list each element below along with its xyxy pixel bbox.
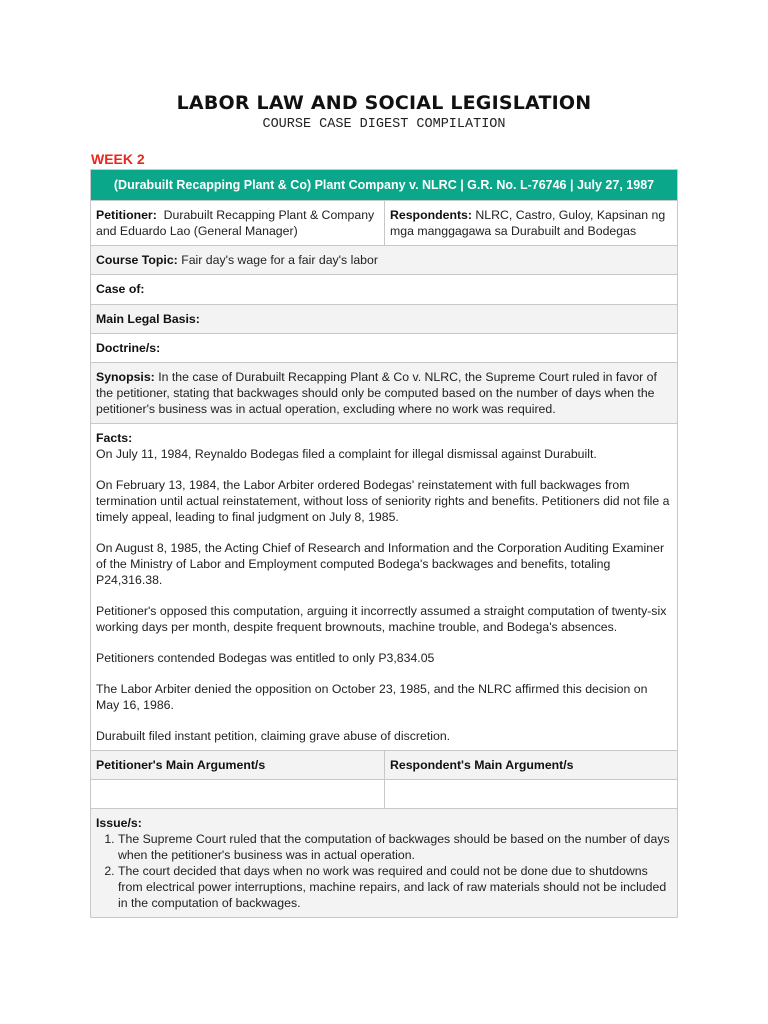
facts-list: [96, 446, 672, 744]
doctrine-label: Doctrine/s:: [96, 341, 161, 355]
respondents-value: NLRC, Castro, Guloy, Kapsinan ng mga manggagawa sa Durabuilt and Bodegas: [390, 208, 666, 238]
case-of-cell: [91, 275, 678, 305]
document-title: LABOR LAW AND SOCIAL LEGISLATION: [176, 92, 592, 114]
petitioner-value: Durabuilt Recapping Plant & Company and Eduardo Lao (General Manager): [96, 208, 375, 238]
issues-label: Issue/s:: [96, 816, 142, 830]
fact-paragraph: Petitioners contended Bodegas was entitled to only P3,834.05: [96, 651, 435, 665]
fact-paragraph: The Labor Arbiter denied the opposition on October 23, 1985, and the NLRC affirmed this decision on May 16, 1986.: [96, 682, 648, 712]
respondent-args-label: Respondent's Main Argument/s: [390, 758, 574, 772]
case-heading: (Durabuilt Recapping Plant & Co) Plant Company v. NLRC | G.R. No. L-76746 | July 27, 1987: [91, 170, 678, 201]
respondent-args-header: [385, 751, 678, 780]
respondents-label: Respondents:: [390, 208, 472, 222]
course-topic-cell: [91, 246, 678, 275]
fact-paragraph: On July 11, 1984, Reynaldo Bodegas filed a complaint for illegal dismissal against Durabuilt.: [96, 447, 597, 461]
issue-item: 1. The Supreme Court ruled that the computation of backwages should be based on the number of days when the petitioner's business was in actual operation.: [118, 831, 672, 863]
fact-paragraph: On August 8, 1985, the Acting Chief of Research and Information and the Corporation Auditing Examiner of the Ministry of Labor and Employment computed Bodega's backwages and benefits, totaling P24,316.38.: [96, 541, 665, 587]
petitioner-cell: [91, 201, 385, 246]
petitioner-label: Petitioner:: [96, 208, 157, 222]
document-subtitle: COURSE CASE DIGEST COMPILATION: [262, 117, 506, 132]
petitioner-args-label: Petitioner's Main Argument/s: [96, 758, 266, 772]
synopsis-cell: [91, 363, 678, 424]
fact-paragraph: Durabuilt filed instant petition, claiming grave abuse of discretion.: [96, 729, 451, 743]
facts-cell: [91, 424, 678, 751]
issues-cell: [91, 809, 678, 918]
facts-label: Facts:: [96, 431, 133, 445]
doctrine-cell: [91, 334, 678, 363]
topic-label: Course Topic:: [96, 253, 178, 267]
issues-list: [96, 831, 672, 911]
topic-value: Fair day's wage for a fair day's labor: [181, 253, 378, 267]
petitioner-args-header: [91, 751, 385, 780]
legal-basis-cell: [91, 305, 678, 334]
fact-paragraph: On February 13, 1984, the Labor Arbiter ordered Bodegas' reinstatement with full backwages from termination until actual reinstatement, without loss of seniority rights and benefits. Petitioners did not file a timely appeal, leading to final judgment on July 8, 1985.: [96, 478, 670, 524]
petitioner-args-cell: [91, 780, 385, 809]
week-label: WEEK 2: [91, 151, 145, 167]
respondent-args-cell: [385, 780, 678, 809]
synopsis-label: Synopsis:: [96, 370, 155, 384]
respondents-cell: [385, 201, 678, 246]
issue-item: 2. The court decided that days when no work was required and could not be done due to shutdowns from electrical power interruptions, machine repairs, and lack of raw materials should not be included in the computation of backwages.: [118, 863, 672, 911]
synopsis-text: In the case of Durabuilt Recapping Plant & Co v. NLRC, the Supreme Court ruled in favor of the petitioner, stating that backwages should only be computed based on the number of days when the petitioner's business was in actual operation, excluding where no work was required.: [96, 370, 657, 416]
fact-paragraph: Petitioner's opposed this computation, arguing it incorrectly assumed a straight computation of twenty-six working days per month, despite frequent brownouts, machine trouble, and Bodega's absences.: [96, 604, 667, 634]
case-digest-table: [90, 169, 678, 918]
case-of-label: Case of:: [96, 282, 145, 296]
legal-basis-label: Main Legal Basis:: [96, 312, 200, 326]
